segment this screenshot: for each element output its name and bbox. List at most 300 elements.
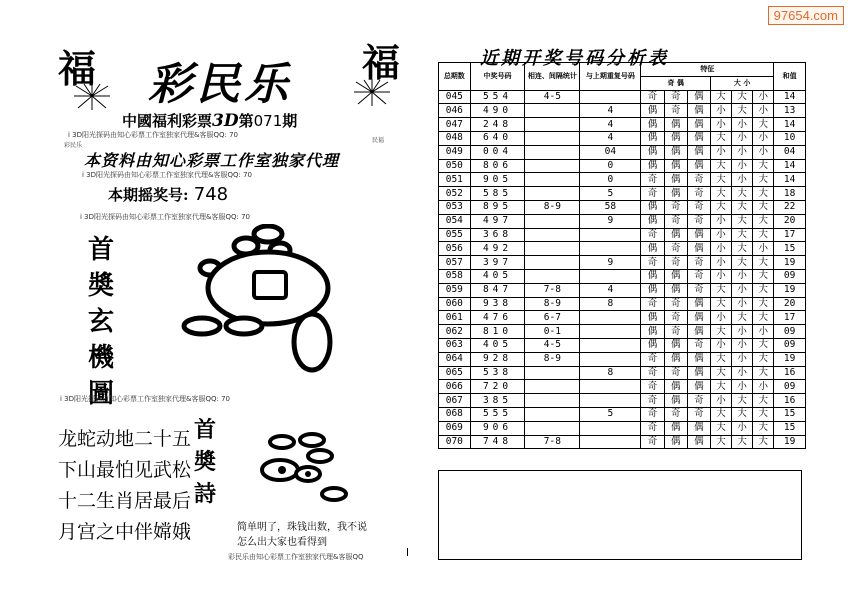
odd-even-cell: 偶 [641,311,664,325]
winning-number-cell: 490 [470,104,525,118]
big-small-cell: 大 [711,131,732,145]
issue-cell: 056 [439,242,471,256]
title-char: 玄 [87,307,114,337]
span-cell [525,228,580,242]
span-cell [525,214,580,228]
odd-even-cell: 偶 [664,380,687,394]
odd-even-cell: 奇 [664,366,687,380]
big-small-cell: 小 [711,214,732,228]
poem-line: 下山最怕见武松 [58,459,192,481]
odd-even-cell: 奇 [641,394,664,408]
poem-line: 龙蛇动地二十五 [58,428,192,450]
odd-even-cell: 奇 [641,228,664,242]
credit-line: i 3D阳光探码由知心彩票工作室独家代理&客服QQ: 70 [68,131,238,139]
big-small-cell: 小 [753,104,774,118]
analysis-table-body [439,90,806,449]
issue-cell: 054 [439,214,471,228]
page-mark [407,548,408,556]
big-small-cell: 大 [753,311,774,325]
big-small-cell: 大 [711,366,732,380]
big-small-cell: 小 [732,118,753,132]
odd-even-cell: 奇 [687,269,710,283]
issue-cell: 060 [439,297,471,311]
big-small-cell: 大 [711,173,732,187]
winning-number-cell: 385 [470,394,525,408]
repeat-cell [580,242,641,256]
odd-even-cell: 奇 [641,90,664,104]
span-cell: 4-5 [525,90,580,104]
odd-even-cell: 偶 [664,269,687,283]
table-row [439,421,806,435]
odd-even-cell: 偶 [664,394,687,408]
analysis-table [438,62,806,449]
big-small-cell: 大 [711,407,732,421]
big-small-cell: 大 [753,269,774,283]
odd-even-cell: 偶 [641,338,664,352]
header-issue: 总期数 [439,63,471,91]
odd-even-cell: 偶 [687,131,710,145]
odd-even-cell: 偶 [664,435,687,449]
odd-even-cell: 奇 [687,200,710,214]
big-small-cell: 大 [753,297,774,311]
table-row [439,352,806,366]
big-small-cell: 大 [711,421,732,435]
odd-even-cell: 奇 [664,325,687,339]
issue-cell: 059 [439,283,471,297]
winning-number-cell: 555 [470,407,525,421]
odd-even-cell: 奇 [687,214,710,228]
issue-cell: 066 [439,380,471,394]
header-big-small: 大 小 [711,76,774,90]
big-small-cell: 大 [732,394,753,408]
big-small-cell: 大 [711,187,732,201]
big-small-cell: 小 [732,297,753,311]
odd-even-cell: 奇 [641,187,664,201]
table-row [439,325,806,339]
repeat-cell: 5 [580,187,641,201]
big-small-cell: 大 [753,200,774,214]
table-row [439,90,806,104]
sum-cell: 09 [774,325,806,339]
odd-even-cell: 偶 [664,228,687,242]
span-cell [525,380,580,394]
repeat-cell [580,90,641,104]
blank-notes-box [438,470,802,560]
big-small-cell: 大 [753,407,774,421]
winning-number-cell: 810 [470,325,525,339]
repeat-cell: 4 [580,131,641,145]
big-small-cell: 大 [732,200,753,214]
repeat-cell [580,338,641,352]
big-small-cell: 小 [753,242,774,256]
table-row [439,131,806,145]
table-row [439,200,806,214]
odd-even-cell: 偶 [664,187,687,201]
big-small-cell: 大 [753,256,774,270]
big-small-cell: 大 [753,214,774,228]
winning-number-cell: 748 [470,435,525,449]
sum-cell: 14 [774,159,806,173]
odd-even-cell: 偶 [641,283,664,297]
span-cell [525,173,580,187]
winning-number-cell: 905 [470,173,525,187]
big-small-cell: 小 [711,228,732,242]
big-small-cell: 小 [711,269,732,283]
table-row [439,338,806,352]
odd-even-cell: 偶 [664,283,687,297]
fu-character-right: 福 [362,40,401,85]
issue-cell: 048 [439,131,471,145]
header-winning-number: 中奖号码 [470,63,525,91]
issue-cell: 065 [439,366,471,380]
odd-even-cell: 奇 [641,407,664,421]
sum-cell: 14 [774,118,806,132]
odd-even-cell: 奇 [641,352,664,366]
odd-even-cell: 偶 [687,325,710,339]
odd-even-cell: 偶 [641,200,664,214]
repeat-cell: 0 [580,173,641,187]
big-small-cell: 大 [753,187,774,201]
big-small-cell: 小 [732,269,753,283]
winning-number-cell: 906 [470,421,525,435]
issue-cell: 069 [439,421,471,435]
odd-even-cell: 偶 [687,352,710,366]
table-row [439,311,806,325]
issue-suffix: 期 [282,112,298,130]
header-sum: 和值 [774,63,806,91]
winning-number-cell: 538 [470,366,525,380]
odd-even-cell: 奇 [664,311,687,325]
sum-cell: 13 [774,104,806,118]
big-small-cell: 大 [732,187,753,201]
poem-line: 月宫之中伴嫦娥 [58,521,192,543]
odd-even-cell: 奇 [664,90,687,104]
sum-cell: 09 [774,338,806,352]
issue-cell: 047 [439,118,471,132]
table-row [439,380,806,394]
odd-even-cell: 偶 [641,325,664,339]
issue-cell: 057 [439,256,471,270]
odd-even-cell: 奇 [687,407,710,421]
issue-cell: 062 [439,325,471,339]
big-small-cell: 小 [711,256,732,270]
winning-number-cell: 938 [470,297,525,311]
odd-even-cell: 偶 [687,421,710,435]
odd-even-cell: 偶 [687,435,710,449]
big-small-cell: 小 [711,311,732,325]
span-cell [525,366,580,380]
winning-number-cell: 492 [470,242,525,256]
odd-even-cell: 偶 [687,380,710,394]
winning-number-cell: 720 [470,380,525,394]
draw-number: 748 [193,184,229,205]
big-small-cell: 大 [732,242,753,256]
odd-even-cell: 奇 [687,173,710,187]
odd-even-cell: 奇 [687,256,710,270]
firework-right-icon [352,78,392,108]
repeat-cell: 58 [580,200,641,214]
span-cell [525,187,580,201]
odd-even-cell: 奇 [687,394,710,408]
big-small-cell: 小 [711,104,732,118]
span-cell [525,131,580,145]
table-row [439,159,806,173]
span-cell: 8-9 [525,200,580,214]
odd-even-cell: 奇 [664,214,687,228]
repeat-cell: 4 [580,104,641,118]
winning-number-cell: 405 [470,269,525,283]
winning-number-cell: 368 [470,228,525,242]
winning-number-cell: 476 [470,311,525,325]
odd-even-cell: 奇 [641,297,664,311]
big-small-cell: 大 [732,228,753,242]
footnote-line: 简单明了，珠钱出数，我不说 [237,522,367,533]
title-char: 詩 [193,481,216,507]
agency-line: 本资料由知心彩票工作室独家代理 [84,151,340,170]
big-small-cell: 大 [753,228,774,242]
odd-even-cell: 偶 [641,131,664,145]
odd-even-cell: 奇 [641,380,664,394]
big-small-cell: 小 [753,131,774,145]
big-small-cell: 大 [711,380,732,394]
winning-number-cell: 640 [470,131,525,145]
big-small-cell: 小 [711,242,732,256]
sum-cell: 16 [774,394,806,408]
odd-even-cell: 偶 [664,159,687,173]
odd-even-cell: 奇 [641,173,664,187]
winning-number-cell: 497 [470,214,525,228]
odd-even-cell: 偶 [687,242,710,256]
fu-character-left: 福 [58,46,97,91]
repeat-cell [580,269,641,283]
poem-picture [252,432,362,504]
table-row [439,242,806,256]
poem [58,424,191,548]
span-cell [525,159,580,173]
span-cell [525,269,580,283]
winning-number-cell: 806 [470,159,525,173]
table-row [439,145,806,159]
odd-even-cell: 偶 [641,214,664,228]
issue-cell: 061 [439,311,471,325]
title-char: 機 [87,343,114,373]
winning-number-cell: 248 [470,118,525,132]
repeat-cell: 4 [580,283,641,297]
header-odd-even: 奇 偶 [641,76,711,90]
odd-even-cell: 奇 [664,200,687,214]
sum-cell: 15 [774,242,806,256]
title-char: 奬 [87,271,114,301]
big-small-cell: 大 [732,311,753,325]
big-small-cell: 大 [711,90,732,104]
issue-cell: 049 [439,145,471,159]
site-watermark: 97654.com [768,6,844,25]
issue-cell: 055 [439,228,471,242]
repeat-cell: 8 [580,366,641,380]
winning-number-cell: 895 [470,200,525,214]
odd-even-cell: 偶 [641,118,664,132]
span-cell [525,407,580,421]
repeat-cell: 8 [580,297,641,311]
big-small-cell: 大 [711,325,732,339]
big-small-cell: 大 [753,352,774,366]
table-row [439,118,806,132]
big-small-cell: 小 [732,338,753,352]
big-small-cell: 大 [711,200,732,214]
firework-left-icon [72,82,112,112]
odd-even-cell: 偶 [664,421,687,435]
big-small-cell: 大 [711,297,732,311]
repeat-cell: 4 [580,118,641,132]
odd-even-cell: 奇 [687,187,710,201]
mystery-chart-title [84,232,118,412]
span-cell: 8-9 [525,352,580,366]
big-small-cell: 小 [732,366,753,380]
odd-even-cell: 奇 [664,256,687,270]
big-small-cell: 小 [711,145,732,159]
issue-cell: 053 [439,200,471,214]
table-row [439,297,806,311]
issue-cell: 045 [439,90,471,104]
title-char: 首 [87,235,114,265]
odd-even-cell: 偶 [664,352,687,366]
big-small-cell: 小 [732,173,753,187]
table-row [439,407,806,421]
big-small-cell: 小 [732,159,753,173]
odd-even-cell: 偶 [664,338,687,352]
title-char: 圖 [87,379,114,409]
odd-even-cell: 奇 [664,104,687,118]
odd-even-cell: 偶 [641,159,664,173]
issue-cell: 052 [439,187,471,201]
odd-even-cell: 奇 [641,421,664,435]
odd-even-cell: 奇 [664,242,687,256]
span-cell [525,242,580,256]
sum-cell: 19 [774,352,806,366]
repeat-cell [580,421,641,435]
span-cell [525,394,580,408]
big-small-cell: 大 [753,421,774,435]
header-repeat: 与上期重复号码 [580,63,641,91]
odd-even-cell: 偶 [687,104,710,118]
poem-title [192,414,218,510]
big-small-cell: 小 [711,338,732,352]
span-cell: 0-1 [525,325,580,339]
title-char: 奬 [193,449,216,475]
sum-cell: 17 [774,228,806,242]
winning-number-cell: 004 [470,145,525,159]
side-note-right: 民福 [372,137,385,144]
big-small-cell: 大 [711,159,732,173]
credit-line: i 3D阳光探码由知心彩票工作室独家代理&客服QQ: 70 [80,213,250,221]
game-name: 3D [212,111,239,131]
big-small-cell: 大 [711,283,732,297]
big-small-cell: 大 [753,159,774,173]
sum-cell: 22 [774,200,806,214]
repeat-cell [580,325,641,339]
big-small-cell: 大 [732,90,753,104]
issue-cell: 070 [439,435,471,449]
span-cell [525,104,580,118]
odd-even-cell: 偶 [641,104,664,118]
side-note: 彩民乐 [64,142,83,149]
odd-even-cell: 偶 [664,173,687,187]
big-small-cell: 小 [732,421,753,435]
odd-even-cell: 偶 [687,297,710,311]
table-row [439,104,806,118]
odd-even-cell: 奇 [641,366,664,380]
repeat-cell [580,394,641,408]
winning-number-cell: 405 [470,338,525,352]
odd-even-cell: 偶 [687,159,710,173]
big-small-cell: 大 [711,352,732,366]
sum-cell: 15 [774,421,806,435]
odd-even-cell: 偶 [664,118,687,132]
span-cell: 6-7 [525,311,580,325]
big-small-cell: 大 [753,435,774,449]
draw-number-line [108,184,228,205]
odd-even-cell: 偶 [687,228,710,242]
big-small-cell: 小 [753,145,774,159]
sum-cell: 14 [774,90,806,104]
span-cell: 7-8 [525,435,580,449]
big-small-cell: 大 [753,173,774,187]
odd-even-cell: 奇 [641,435,664,449]
big-small-cell: 小 [732,283,753,297]
sum-cell: 14 [774,173,806,187]
span-cell: 4-5 [525,338,580,352]
table-row [439,173,806,187]
span-cell [525,145,580,159]
span-cell: 7-8 [525,283,580,297]
winning-number-cell: 847 [470,283,525,297]
sum-cell: 20 [774,297,806,311]
big-small-cell: 小 [753,90,774,104]
span-cell: 8-9 [525,297,580,311]
odd-even-cell: 奇 [687,283,710,297]
bottom-credit: 彩民乐由知心彩票工作室独家代理&客服QQ [228,553,364,561]
big-small-cell: 大 [711,435,732,449]
winning-number-cell: 554 [470,90,525,104]
issue-cell: 051 [439,173,471,187]
table-row [439,256,806,270]
header-span: 相连、间隔统计 [525,63,580,91]
brand-title: 彩民乐 [148,59,292,110]
span-cell [525,256,580,270]
odd-even-cell: 偶 [641,145,664,159]
sum-cell: 09 [774,269,806,283]
header-features: 特征 [641,63,774,77]
big-small-cell: 大 [753,394,774,408]
analysis-title: 近期开奖号码分析表 [480,48,669,69]
odd-even-cell: 偶 [664,145,687,159]
sum-cell: 19 [774,256,806,270]
span-cell [525,118,580,132]
repeat-cell: 9 [580,256,641,270]
table-row [439,214,806,228]
issue-number: 071 [253,112,283,130]
big-small-cell: 小 [732,380,753,394]
title-char: 首 [193,417,216,443]
big-small-cell: 小 [711,394,732,408]
repeat-cell: 9 [580,214,641,228]
table-row [439,283,806,297]
repeat-cell [580,228,641,242]
odd-even-cell: 偶 [687,90,710,104]
big-small-cell: 小 [711,118,732,132]
big-small-cell: 大 [732,104,753,118]
sum-cell: 19 [774,283,806,297]
